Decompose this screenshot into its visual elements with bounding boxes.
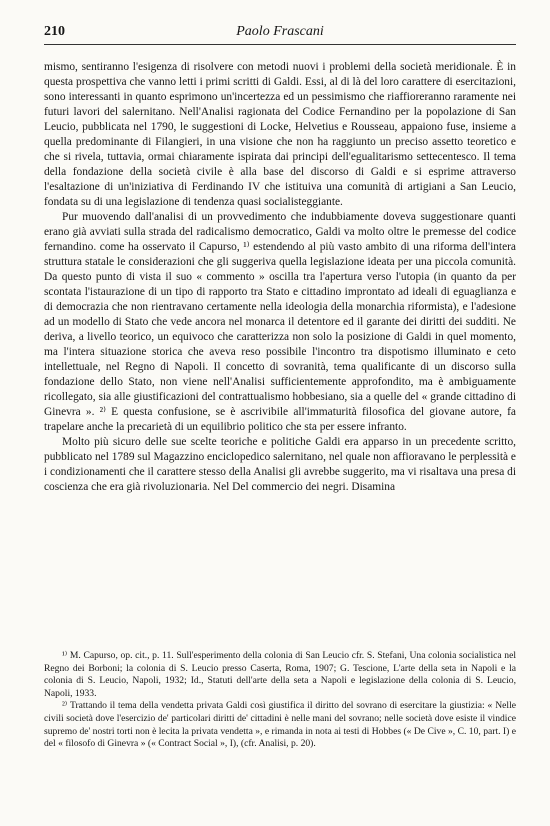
paragraph-2: Pur muovendo dall'analisi di un provvedimento che indubbiamente doveva suggestionare quanti erano già avviati sulla strada del radicalismo democratico, Galdi va molto oltre le premesse del codice fernandino. come ha osservato il Capurso, ¹⁾ estendendo al più vasto ambito di una riforma dell'intera struttura statale le considerazioni che gli suggeriva quella legislazione ideata per una piccola comunità. Da questo punto di vista il suo « commento » oscilla tra l'apertura verso l'utopia (in quanto da per scontata l'istaurazione di un tipo di rapporto tra Stato e cittadino improntato ad ideali di eguaglianza e di democrazia che non rientravano certamente nella ideologia della monarchia riformista), e l'adesione ad un modello di Stato che vede ancora nel monarca il detentore ed il garante dei diritti dei sudditi. Ne deriva, a livello teorico, un equivoco che caratterizza non solo la posizione di Galdi in quel momento, ma l'intera situazione storica che aveva reso possibile l'incontro tra dispotismo illuminato e ceto intellettuale, nel Regno di Napoli. Il concetto di sovranità, tema qualificante di un discorso sulla fondazione dello Stato, non viene nell'Analisi sufficientemente approfondito, ma è ambiguamente ricollegato, sia alle giustificazioni del contrattualismo hobbesiano, sia a quelle del « grande cittadino di Ginevra ». ²⁾ E questa confusione, se è ascrivibile all'immaturità filosofica del giovane autore, fa trapelare anche la precarietà di un equilibrio politico che sta per essere infranto. bbox=[44, 211, 516, 433]
running-title: Paolo Frascani bbox=[236, 24, 324, 39]
page bbox=[44, 22, 516, 495]
page-header bbox=[44, 22, 516, 46]
footnote-1: ¹⁾ M. Capurso, op. cit., p. 11. Sull'esperimento della colonia di San Leucio cfr. S. Stefani, Una colonia socialistica nel Regno dei Borboni; la colonia di S. Leucio presso Caserta, Roma, 1907; G. Tescione, L'arte della seta in Napoli e la colonia di S. Leucio, Napoli, 1932; Id., Statuti dell'arte della seta a Napoli e legislazione della colonia di S. Leucio, Napoli, 1933. bbox=[44, 650, 516, 699]
footnotes bbox=[44, 650, 516, 751]
body-text bbox=[44, 60, 516, 495]
page-number: 210 bbox=[44, 24, 65, 39]
paragraph-3: Molto più sicuro delle sue scelte teoriche e politiche Galdi era apparso in un precedente scritto, pubblicato nel 1789 sul Magazzino enciclopedico salernitano, nel quale non affioravano le perplessità e i condizionamenti che il carattere stesso della Analisi gli avrebbe suggerito, ma vi risaltava una presa di coscienza che era già rivoluzionaria. Nel Del commercio dei negri. Disamina bbox=[44, 436, 516, 493]
header-rule bbox=[44, 44, 516, 45]
footnote-2: ²⁾ Trattando il tema della vendetta privata Galdi così giustifica il diritto del sovrano di esercitare la giustizia: « Nelle civili società dove l'esercizio de' particolari diritti de' cittadini è nelle mani del sovrano; nelle società dove esiste il vindice supremo de' nostri torti non è lecita la privata vendetta », e rimanda in nota ai testi di Hobbes (« De Cive », C. 10, part. I) e del « filosofo di Ginevra » (« Contract Social », I), (cfr. Analisi, p. 20). bbox=[44, 700, 516, 750]
paragraph-1: mismo, sentiranno l'esigenza di risolvere con metodi nuovi i problemi della società meridionale. È in questa prospettiva che vanno letti i primi scritti di Galdi. Essi, al di là del loro carattere di esercitazioni, sono interessanti in quanto esprimono un'incertezza ed un pessimismo che riaffioreranno raramente nei futuri lavori del salernitano. Nell'Analisi ragionata del Codice Fernandino per la popolazione di San Leucio, pubblicata nel 1790, le suggestioni di Locke, Helvetius e Rousseau, appaiono fuse, insieme a quella predominante di Filangieri, in una visione che non ha raggiunto un preciso assetto teoretico e che si rivela, tuttavia, ormai chiaramente ispirata dai principi dell'egualitarismo settecentesco. Il tema della fondazione della società civile è alla base del discorso di Galdi e si esprime attraverso l'esaltazione di un'iniziativa di Ferdinando IV che istituiva una comunità di artigiani a San Leucio, fondata su di una legislazione di tendenza quasi socialisteggiante. bbox=[44, 61, 516, 208]
